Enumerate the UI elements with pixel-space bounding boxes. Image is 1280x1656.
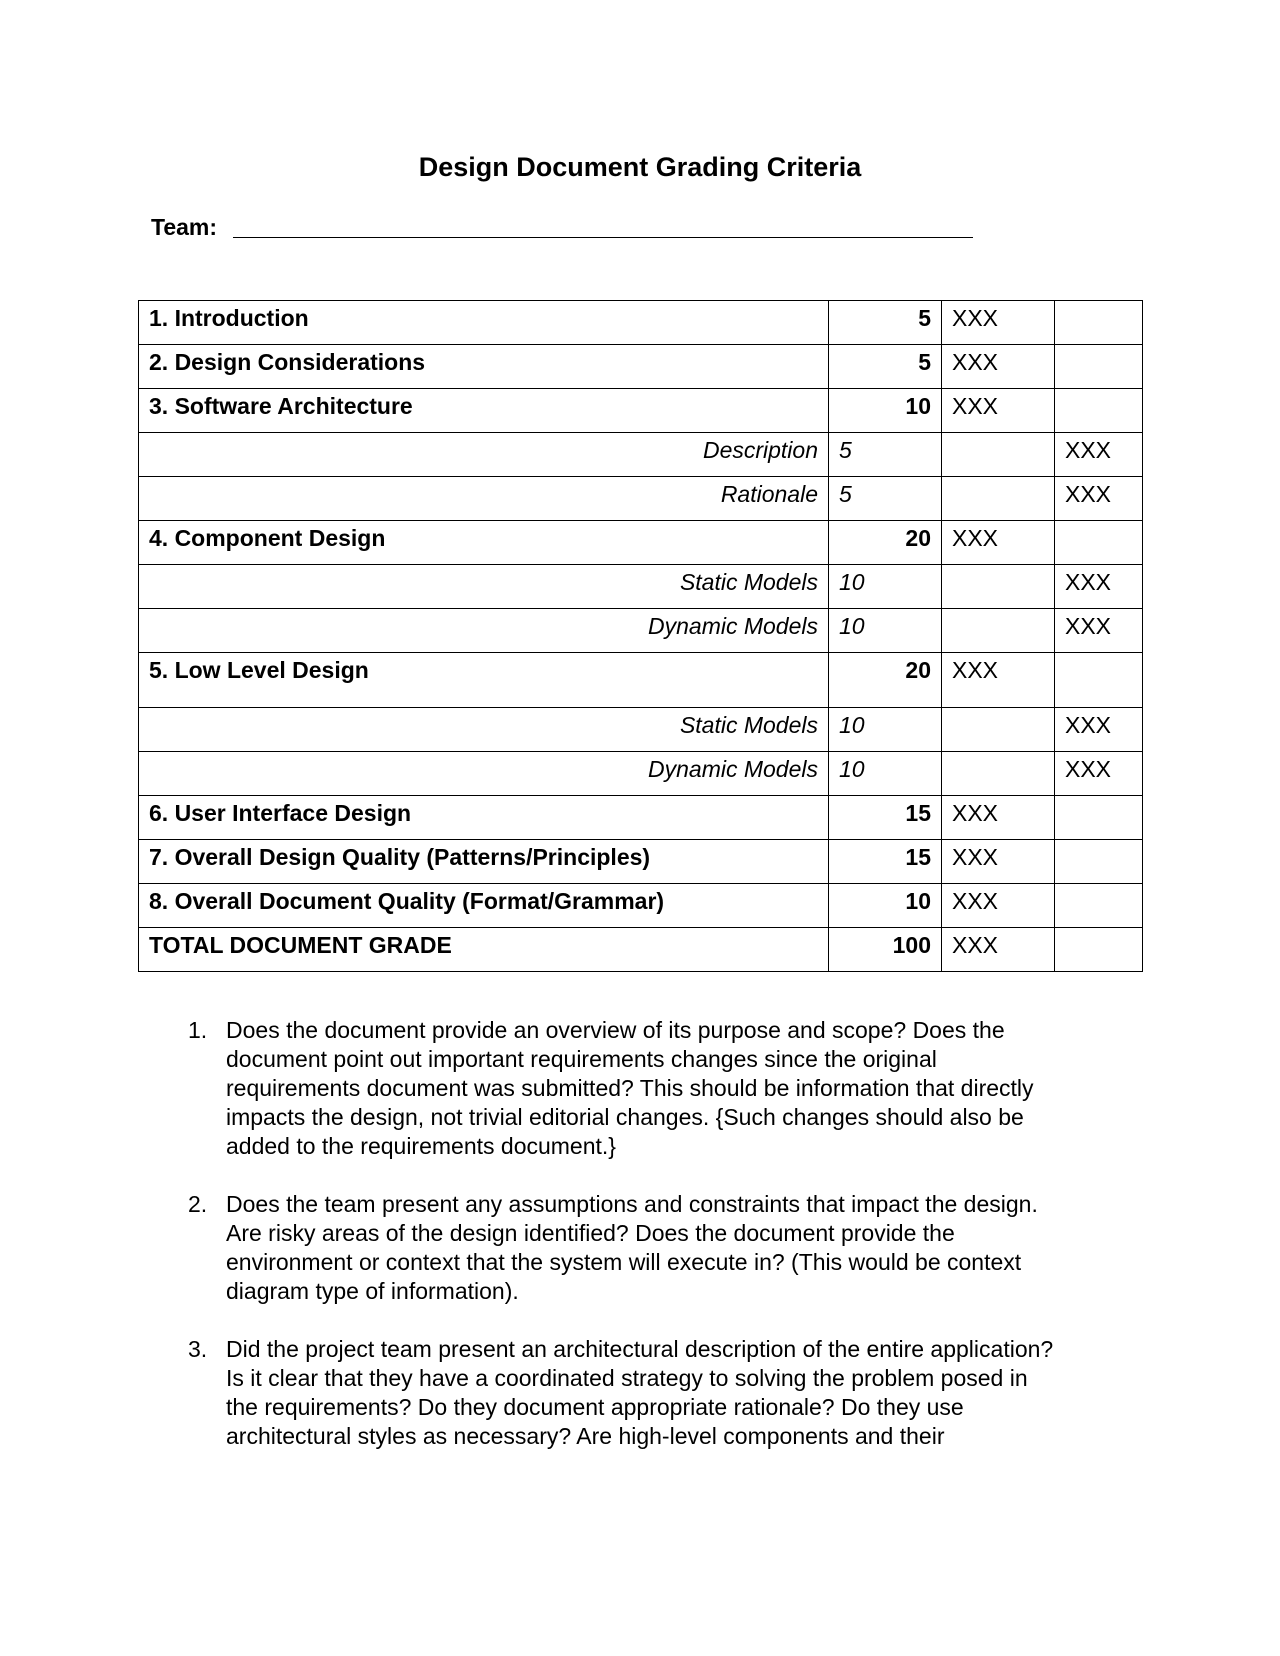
criteria-section-row (139, 928, 1143, 972)
score-cell: XXX (942, 389, 1055, 433)
subscore-cell: XXX (1055, 433, 1143, 477)
criteria-name-cell: 1. Introduction (139, 301, 829, 345)
points-cell: 100 (829, 928, 942, 972)
subscore-cell: XXX (1055, 477, 1143, 521)
score-cell: XXX (942, 345, 1055, 389)
points-cell: 15 (829, 796, 942, 840)
score-cell: XXX (942, 653, 1055, 708)
points-cell: 10 (829, 389, 942, 433)
subscore-cell (1055, 840, 1143, 884)
criteria-name-cell: 6. User Interface Design (139, 796, 829, 840)
points-cell: 10 (829, 708, 942, 752)
criteria-text-line: Are risky areas of the design identified? Does the document provide the (226, 1220, 955, 1246)
subscore-cell (1055, 653, 1143, 708)
criteria-section-row (139, 389, 1143, 433)
criteria-list (0, 1016, 1146, 1480)
subscore-cell: XXX (1055, 708, 1143, 752)
criteria-section-row (139, 653, 1143, 708)
criteria-section-row (139, 345, 1143, 389)
criteria-name-cell: 7. Overall Design Quality (Patterns/Principles) (139, 840, 829, 884)
criteria-text-line: environment or context that the system will execute in? (This would be context (226, 1249, 1022, 1275)
criteria-list-item (0, 1016, 1146, 1161)
criteria-text-line: Does the team present any assumptions and constraints that impact the design. (226, 1191, 1038, 1217)
criteria-text-line: requirements document was submitted? This should be information that directly (226, 1075, 1034, 1101)
subscore-cell (1055, 796, 1143, 840)
criteria-subitem-row (139, 477, 1143, 521)
criteria-text-line: Did the project team present an architectural description of the entire application? (226, 1336, 1054, 1362)
criteria-text-line: impacts the design, not trivial editorial changes. {Such changes should also be (226, 1104, 1024, 1130)
subscore-cell: XXX (1055, 752, 1143, 796)
criteria-name-cell: Static Models (139, 565, 829, 609)
criteria-subitem-row (139, 433, 1143, 477)
points-cell: 5 (829, 301, 942, 345)
criteria-text-line: architectural styles as necessary? Are high-level components and their (226, 1423, 945, 1449)
subscore-cell (1055, 884, 1143, 928)
score-cell: XXX (942, 928, 1055, 972)
criteria-section-row (139, 840, 1143, 884)
criteria-text-line: Does the document provide an overview of its purpose and scope? Does the (226, 1017, 1005, 1043)
score-cell: XXX (942, 301, 1055, 345)
subscore-cell: XXX (1055, 565, 1143, 609)
criteria-name-cell: Rationale (139, 477, 829, 521)
points-cell: 5 (829, 345, 942, 389)
criteria-text-line: Is it clear that they have a coordinated strategy to solving the problem posed in (226, 1365, 1028, 1391)
criteria-number: 1. (188, 1017, 208, 1043)
grading-table (138, 300, 1143, 972)
criteria-section-row (139, 521, 1143, 565)
criteria-list-item (0, 1335, 1146, 1451)
score-cell: XXX (942, 840, 1055, 884)
criteria-text-line: diagram type of information). (226, 1278, 519, 1304)
criteria-name-cell: Description (139, 433, 829, 477)
criteria-text-line: added to the requirements document.} (226, 1133, 616, 1159)
criteria-subitem-row (139, 609, 1143, 653)
criteria-text-line: document point out important requirements changes since the original (226, 1046, 937, 1072)
points-cell: 20 (829, 521, 942, 565)
criteria-text-line: the requirements? Do they document appropriate rationale? Do they use (226, 1394, 964, 1420)
points-cell: 10 (829, 609, 942, 653)
criteria-subitem-row (139, 708, 1143, 752)
criteria-number: 3. (188, 1336, 208, 1362)
subscore-cell (1055, 389, 1143, 433)
score-cell (942, 477, 1055, 521)
team-label: Team: (151, 214, 218, 240)
criteria-section-row (139, 884, 1143, 928)
criteria-name-cell: TOTAL DOCUMENT GRADE (139, 928, 829, 972)
points-cell: 5 (829, 433, 942, 477)
points-cell: 15 (829, 840, 942, 884)
score-cell (942, 609, 1055, 653)
team-name-blank (233, 213, 973, 238)
points-cell: 5 (829, 477, 942, 521)
points-cell: 10 (829, 884, 942, 928)
subscore-cell (1055, 928, 1143, 972)
criteria-name-cell: 4. Component Design (139, 521, 829, 565)
score-cell (942, 708, 1055, 752)
criteria-name-cell: Static Models (139, 708, 829, 752)
score-cell: XXX (942, 884, 1055, 928)
points-cell: 10 (829, 565, 942, 609)
points-cell: 20 (829, 653, 942, 708)
criteria-name-cell: 3. Software Architecture (139, 389, 829, 433)
criteria-list-item (0, 1190, 1146, 1306)
subscore-cell: XXX (1055, 609, 1143, 653)
criteria-section-row (139, 301, 1143, 345)
criteria-name-cell: Dynamic Models (139, 752, 829, 796)
criteria-section-row (139, 796, 1143, 840)
team-line (151, 212, 973, 242)
score-cell (942, 752, 1055, 796)
subscore-cell (1055, 521, 1143, 565)
subscore-cell (1055, 301, 1143, 345)
score-cell (942, 565, 1055, 609)
score-cell (942, 433, 1055, 477)
criteria-number: 2. (188, 1191, 208, 1217)
criteria-name-cell: 2. Design Considerations (139, 345, 829, 389)
criteria-subitem-row (139, 565, 1143, 609)
score-cell: XXX (942, 521, 1055, 565)
score-cell: XXX (942, 796, 1055, 840)
criteria-name-cell: 5. Low Level Design (139, 653, 829, 708)
page-title: Design Document Grading Criteria (418, 152, 862, 182)
criteria-name-cell: Dynamic Models (139, 609, 829, 653)
subscore-cell (1055, 345, 1143, 389)
criteria-subitem-row (139, 752, 1143, 796)
points-cell: 10 (829, 752, 942, 796)
criteria-name-cell: 8. Overall Document Quality (Format/Grammar) (139, 884, 829, 928)
